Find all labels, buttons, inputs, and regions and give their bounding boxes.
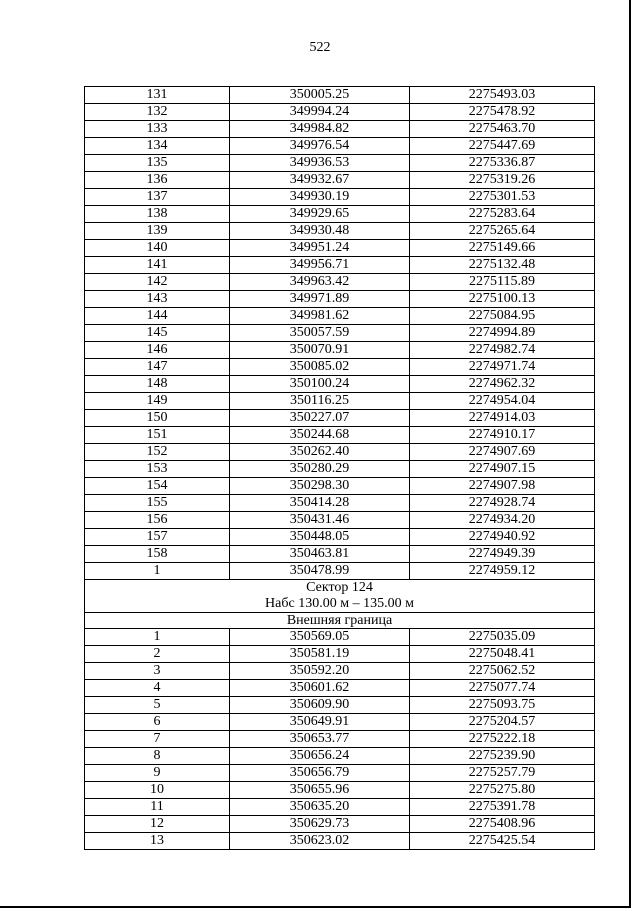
y-coordinate: 2275408.96 [410,816,595,833]
table-row [85,563,595,580]
y-coordinate: 2274907.15 [410,461,595,478]
point-number: 10 [85,782,230,799]
table-row [85,495,595,512]
table-row [85,546,595,563]
y-coordinate: 2274954.04 [410,393,595,410]
y-coordinate: 2275035.09 [410,629,595,646]
point-number: 153 [85,461,230,478]
x-coordinate: 349963.42 [230,274,410,291]
point-number: 3 [85,663,230,680]
x-coordinate: 349932.67 [230,172,410,189]
table-row [85,731,595,748]
boundary-label: Внешняя граница [85,613,595,629]
y-coordinate: 2275301.53 [410,189,595,206]
point-number: 157 [85,529,230,546]
point-number: 131 [85,87,230,104]
x-coordinate: 349930.19 [230,189,410,206]
y-coordinate: 2275391.78 [410,799,595,816]
table-row [85,172,595,189]
y-coordinate: 2275478.92 [410,104,595,121]
point-number: 4 [85,680,230,697]
y-coordinate: 2275132.48 [410,257,595,274]
table-row [85,782,595,799]
point-number: 7 [85,731,230,748]
y-coordinate: 2274907.69 [410,444,595,461]
table-row [85,325,595,342]
point-number: 143 [85,291,230,308]
table-row [85,816,595,833]
table-row [85,138,595,155]
x-coordinate: 350085.02 [230,359,410,376]
y-coordinate: 2275283.64 [410,206,595,223]
point-number: 156 [85,512,230,529]
table-row [85,765,595,782]
point-number: 149 [85,393,230,410]
table-row [85,121,595,138]
table-row [85,206,595,223]
table-row [85,274,595,291]
x-coordinate: 349951.24 [230,240,410,257]
y-coordinate: 2275319.26 [410,172,595,189]
y-coordinate: 2275336.87 [410,155,595,172]
point-number: 137 [85,189,230,206]
table-row [85,359,595,376]
x-coordinate: 350448.05 [230,529,410,546]
y-coordinate: 2275265.64 [410,223,595,240]
x-coordinate: 350414.28 [230,495,410,512]
table-row [85,342,595,359]
table-row [85,663,595,680]
point-number: 6 [85,714,230,731]
y-coordinate: 2275077.74 [410,680,595,697]
y-coordinate: 2275093.75 [410,697,595,714]
x-coordinate: 349981.62 [230,308,410,325]
table-row [85,104,595,121]
sector-heading-cell [85,580,595,613]
y-coordinate: 2275062.52 [410,663,595,680]
table-row [85,376,595,393]
x-coordinate: 350298.30 [230,478,410,495]
point-number: 154 [85,478,230,495]
point-number: 140 [85,240,230,257]
x-coordinate: 350653.77 [230,731,410,748]
x-coordinate: 350431.46 [230,512,410,529]
x-coordinate: 350227.07 [230,410,410,427]
point-number: 136 [85,172,230,189]
y-coordinate: 2274914.03 [410,410,595,427]
table-row [85,257,595,274]
table-row [85,529,595,546]
point-number: 11 [85,799,230,816]
y-coordinate: 2275275.80 [410,782,595,799]
x-coordinate: 350100.24 [230,376,410,393]
table-row [85,646,595,663]
coordinates-table [84,86,595,850]
y-coordinate: 2274910.17 [410,427,595,444]
point-number: 144 [85,308,230,325]
y-coordinate: 2275447.69 [410,138,595,155]
point-number: 150 [85,410,230,427]
point-number: 9 [85,765,230,782]
point-number: 134 [85,138,230,155]
x-coordinate: 349930.48 [230,223,410,240]
point-number: 155 [85,495,230,512]
x-coordinate: 350656.79 [230,765,410,782]
coordinates-rows-after [85,629,595,850]
point-number: 147 [85,359,230,376]
x-coordinate: 350601.62 [230,680,410,697]
point-number: 1 [85,629,230,646]
point-number: 158 [85,546,230,563]
table-row [85,697,595,714]
table-row [85,478,595,495]
point-number: 139 [85,223,230,240]
point-number: 2 [85,646,230,663]
table-row [85,393,595,410]
x-coordinate: 349984.82 [230,121,410,138]
x-coordinate: 350070.91 [230,342,410,359]
x-coordinate: 350609.90 [230,697,410,714]
y-coordinate: 2275204.57 [410,714,595,731]
x-coordinate: 350280.29 [230,461,410,478]
x-coordinate: 350463.81 [230,546,410,563]
y-coordinate: 2275115.89 [410,274,595,291]
x-coordinate: 349976.54 [230,138,410,155]
table-row [85,512,595,529]
table-row [85,223,595,240]
y-coordinate: 2275239.90 [410,748,595,765]
table-row [85,629,595,646]
y-coordinate: 2275084.95 [410,308,595,325]
table-row [85,87,595,104]
y-coordinate: 2275493.03 [410,87,595,104]
x-coordinate: 349994.24 [230,104,410,121]
y-coordinate: 2274934.20 [410,512,595,529]
point-number: 142 [85,274,230,291]
point-number: 141 [85,257,230,274]
x-coordinate: 350635.20 [230,799,410,816]
point-number: 1 [85,563,230,580]
x-coordinate: 350656.24 [230,748,410,765]
x-coordinate: 350005.25 [230,87,410,104]
table-row [85,189,595,206]
x-coordinate: 350581.19 [230,646,410,663]
point-number: 138 [85,206,230,223]
y-coordinate: 2274940.92 [410,529,595,546]
point-number: 148 [85,376,230,393]
table-row [85,410,595,427]
y-coordinate: 2274959.12 [410,563,595,580]
table-row [85,714,595,731]
table-row [85,461,595,478]
table-row [85,155,595,172]
table-row [85,680,595,697]
x-coordinate: 350244.68 [230,427,410,444]
point-number: 152 [85,444,230,461]
page-number: 522 [309,40,331,55]
point-number: 5 [85,697,230,714]
point-number: 133 [85,121,230,138]
point-number: 135 [85,155,230,172]
point-number: 8 [85,748,230,765]
x-coordinate: 350649.91 [230,714,410,731]
table-row [85,427,595,444]
y-coordinate: 2274949.39 [410,546,595,563]
y-coordinate: 2275463.70 [410,121,595,138]
y-coordinate: 2275257.79 [410,765,595,782]
x-coordinate: 350569.05 [230,629,410,646]
x-coordinate: 350629.73 [230,816,410,833]
table-row [85,308,595,325]
point-number: 146 [85,342,230,359]
y-coordinate: 2274971.74 [410,359,595,376]
point-number: 145 [85,325,230,342]
table-row [85,833,595,850]
y-coordinate: 2274962.32 [410,376,595,393]
sector-height-range: Набс 130.00 м – 135.00 м [265,596,414,611]
y-coordinate: 2275425.54 [410,833,595,850]
x-coordinate: 350262.40 [230,444,410,461]
x-coordinate: 350478.99 [230,563,410,580]
table-row [85,444,595,461]
y-coordinate: 2274982.74 [410,342,595,359]
table-row [85,291,595,308]
point-number: 13 [85,833,230,850]
y-coordinate: 2275100.13 [410,291,595,308]
sector-header [85,580,595,629]
sector-title: Сектор 124 [306,580,373,595]
table-row [85,799,595,816]
table-row [85,240,595,257]
x-coordinate: 350057.59 [230,325,410,342]
y-coordinate: 2274994.89 [410,325,595,342]
x-coordinate: 349936.53 [230,155,410,172]
coordinates-rows-before [85,87,595,580]
x-coordinate: 349971.89 [230,291,410,308]
table-row [85,748,595,765]
y-coordinate: 2274907.98 [410,478,595,495]
x-coordinate: 349929.65 [230,206,410,223]
y-coordinate: 2275048.41 [410,646,595,663]
point-number: 151 [85,427,230,444]
x-coordinate: 350623.02 [230,833,410,850]
x-coordinate: 350592.20 [230,663,410,680]
x-coordinate: 350116.25 [230,393,410,410]
point-number: 132 [85,104,230,121]
point-number: 12 [85,816,230,833]
x-coordinate: 349956.71 [230,257,410,274]
y-coordinate: 2275149.66 [410,240,595,257]
y-coordinate: 2275222.18 [410,731,595,748]
x-coordinate: 350655.96 [230,782,410,799]
y-coordinate: 2274928.74 [410,495,595,512]
